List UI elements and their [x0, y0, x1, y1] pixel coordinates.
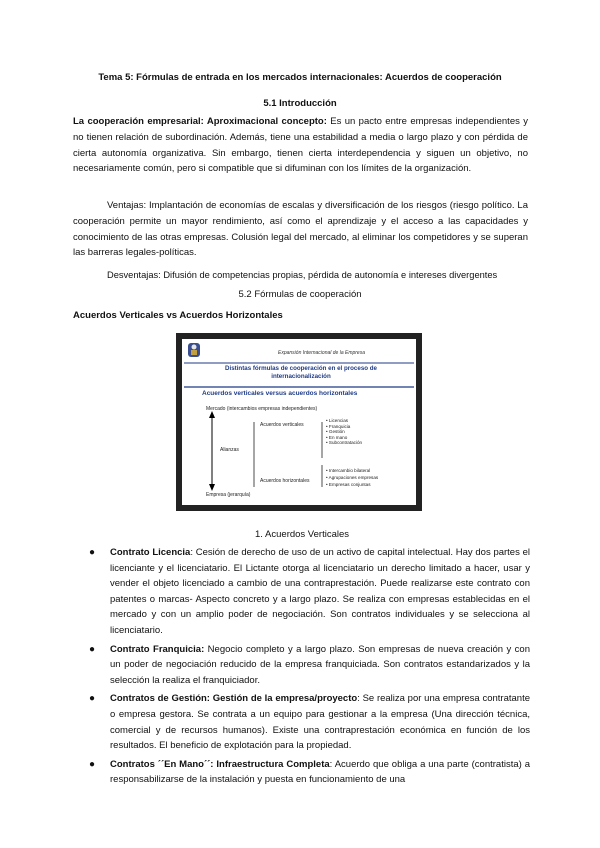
horizontal-items-list	[326, 467, 378, 488]
vert-item: • Gestión	[326, 429, 345, 435]
figure-header: Expansión Internacional de la Empresa	[278, 350, 365, 356]
vertical-items-list	[326, 418, 362, 446]
figure-title-line2: internacionalización	[271, 373, 331, 380]
paragraph-desventajas: Desventajas: Difusión de competencias propias, pérdida de autonomía e intereses divergentes	[107, 270, 498, 280]
list-heading-verticales: 1. Acuerdos Verticales	[255, 529, 349, 540]
bullet-icon: ●	[89, 547, 96, 558]
contracts-list	[89, 545, 531, 791]
item-title: Contratos de Gestión: Gestión de la empresa/proyecto	[110, 693, 358, 705]
section-heading-formulas: 5.2 Fórmulas de cooperación	[238, 289, 362, 300]
list-item	[89, 545, 530, 639]
vert-item: • Franquicia	[326, 423, 351, 429]
figure-subtitle: Acuerdos verticales versus acuerdos horizontales	[202, 390, 358, 397]
horiz-item: • Agrupaciones empresas	[326, 475, 379, 480]
item-text: : Cesión de derecho de uso de un activo de capital intelectual. Hay dos partes el licenciante y el licenciatario. El Lictante otorga al licenciatario un derecho limitado a hacer, usar y vender el objeto licenciado a cambio de una contraprestación. Puede realizarse este contrato con patentes o marcas- Aspecto concreto y a largo plazo. Se realiza con empresas establecidas en el mercado y con un amplio poder de negociación. Son contratos individuales y se selecciona al licenciatario.	[110, 547, 530, 636]
item-text: : Acuerdo que obliga a una parte (contratista) a responsabilizarse de la instalación y puesta en funcionamiento de una	[110, 758, 530, 786]
list-item	[89, 642, 531, 689]
section-heading-intro: 5.1 Introducción	[263, 98, 337, 109]
horiz-item: • Intercambio bilateral	[326, 468, 371, 473]
university-crest-icon	[188, 343, 200, 357]
paragraph-concept	[73, 114, 528, 177]
label-verticales: Acuerdos verticales	[260, 422, 304, 428]
horiz-item: • Empresas conjuntas	[326, 482, 371, 487]
concept-label: La cooperación empresarial: Aproximacional concepto:	[73, 116, 327, 127]
item-text: : Se realiza por una empresa contratante o empresa gestora. Se contrata a un equipo para gestionar a la empresa (Una dirección técnica, comercial y de recursos humanos). Existe una contraprestación económica en función de los resultados. El beneficio de explotación para la propiedad.	[110, 693, 530, 752]
label-alianzas: Alianzas	[220, 447, 239, 453]
vert-item: • Subcontratación	[326, 440, 363, 446]
bullet-icon: ●	[89, 693, 96, 705]
cooperation-diagram-figure	[176, 333, 422, 511]
label-mercado: Mercado (intercambios empresas independientes)	[206, 406, 318, 412]
list-item	[89, 691, 530, 753]
label-empresa: Empresa (jerarquía)	[206, 492, 251, 498]
vert-item: • En mano	[326, 434, 348, 440]
bullet-icon: ●	[89, 643, 96, 655]
vert-item: • Licencias	[326, 418, 349, 423]
item-title: Contrato Licencia	[110, 547, 191, 558]
document-title: Tema 5: Fórmulas de entrada en los mercados internacionales: Acuerdos de cooperación	[98, 72, 502, 83]
item-title: Contrato Franquicia:	[110, 643, 205, 655]
list-item	[89, 757, 530, 788]
concept-text: Es un pacto entre empresas independientes y no tienen relación de subordinación. Además, tiene una estabilidad a media o largo plazo y con pérdida de cierta autonomía organizativa. Sin embargo, tienen cierta interdependencia y siguen un objetivo, no necesariamente común, pero si compatible que si difuminan con los límites de la organización.	[73, 116, 528, 175]
item-title: Contratos ´´En Mano´´: Infraestructura Completa	[110, 758, 330, 770]
subheading-acuerdos: Acuerdos Verticales vs Acuerdos Horizontales	[73, 310, 283, 321]
diagram-slide	[182, 339, 416, 505]
bullet-icon: ●	[89, 758, 96, 770]
item-text: Negocio completo y a largo plazo. Son empresas de nueva creación y con un poder de negociación reducido de la empresa franquiciada. Son contratos estandarizados y la selección la realiza el franquiciador.	[110, 643, 531, 686]
hierarchy-arrow	[209, 411, 215, 491]
figure-title-line1: Distintas fórmulas de cooperación en el proceso de	[225, 365, 377, 372]
label-horizontales: Acuerdos horizontales	[260, 478, 310, 484]
figure-title	[206, 365, 396, 381]
paragraph-ventajas: Ventajas: Implantación de economías de escalas y diversificación de los riesgos (riesgo político. La cooperación permite un mayor rendimiento, así como el aprendizaje y el acceso a las capacidades y conocimiento de las otras empresas. Colusión legal del mercado, al eliminar los competidores y se superan las barreras legales-políticas.	[73, 200, 528, 259]
